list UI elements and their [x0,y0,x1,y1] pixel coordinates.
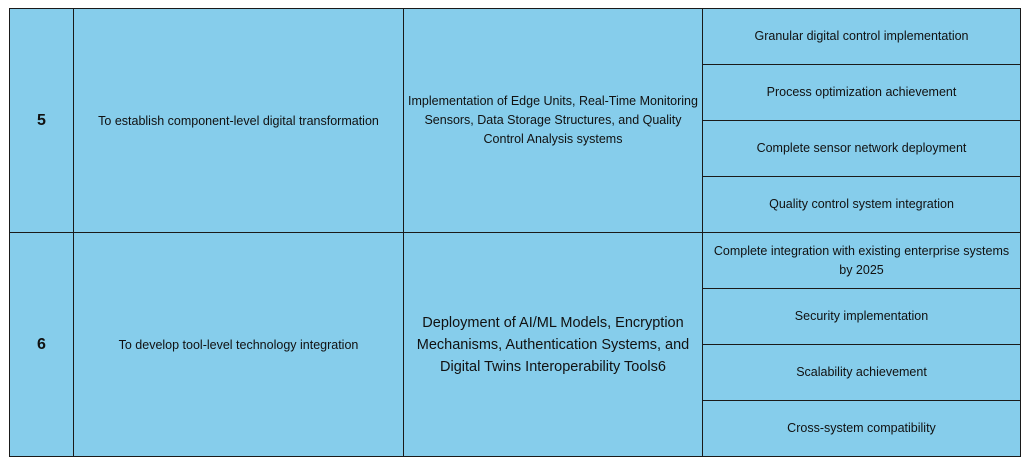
row-number: 5 [10,9,74,233]
outcome-cell: Complete sensor network deployment [703,121,1021,177]
row-number: 6 [10,233,74,457]
objectives-table [9,8,1021,457]
outcome-cell: Security implementation [703,289,1021,345]
outcome-cell: Cross-system compatibility [703,401,1021,457]
objective-cell: To develop tool-level technology integration [74,233,404,457]
table-row [10,9,1021,65]
table-row [10,233,1021,289]
outcome-cell: Complete integration with existing enterprise systems by 2025 [703,233,1021,289]
activities-cell: Implementation of Edge Units, Real-Time Monitoring Sensors, Data Storage Structures, and Quality Control Analysis systems [404,9,703,233]
outcome-cell: Quality control system integration [703,177,1021,233]
objective-cell: To establish component-level digital transformation [74,9,404,233]
outcome-cell: Granular digital control implementation [703,9,1021,65]
outcome-cell: Process optimization achievement [703,65,1021,121]
activities-cell: Deployment of AI/ML Models, Encryption Mechanisms, Authentication Systems, and Digital Twins Interoperability Tools6 [404,233,703,457]
outcome-cell: Scalability achievement [703,345,1021,401]
